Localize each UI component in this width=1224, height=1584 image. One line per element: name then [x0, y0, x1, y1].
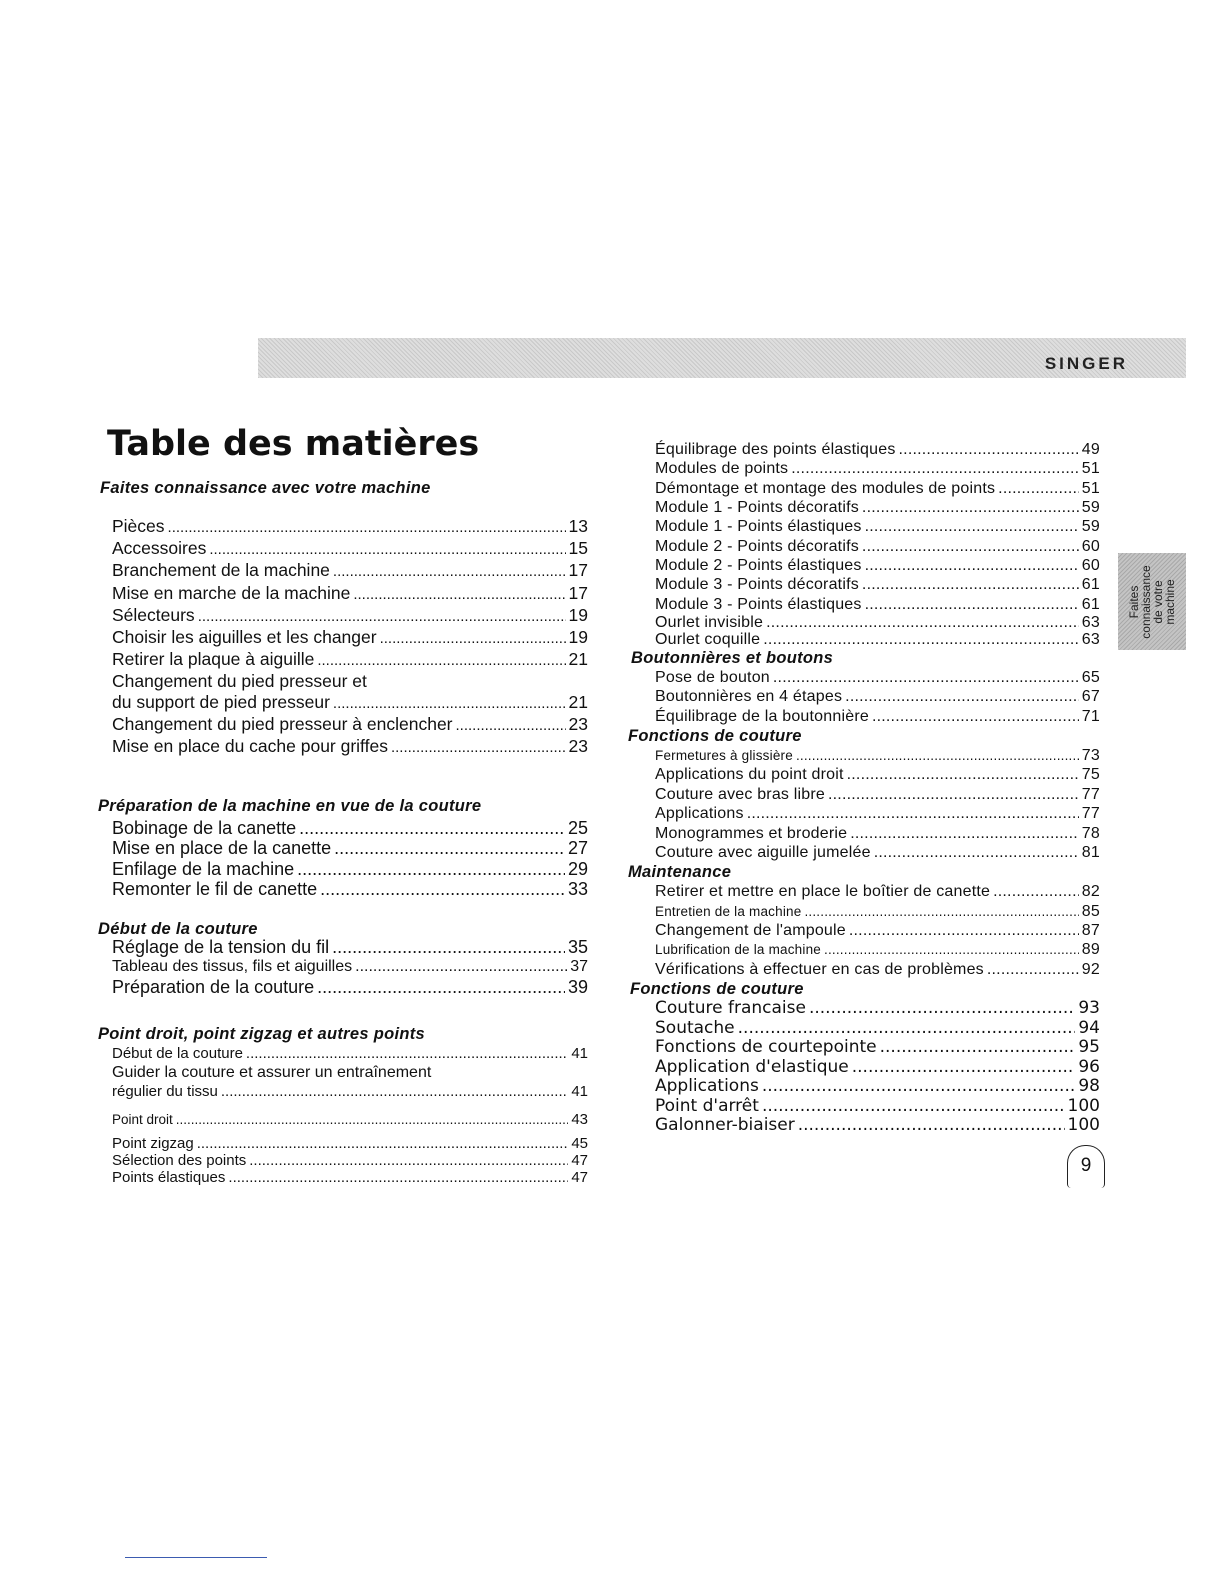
toc-leader: [845, 687, 1079, 706]
toc-entry-page: 75: [1081, 766, 1100, 784]
toc-leader: [872, 707, 1079, 726]
toc-section-title: Maintenance: [628, 863, 732, 882]
toc-entry-page: 21: [568, 691, 588, 712]
toc-entry-label: Vérifications à effectuer en cas de problèmes: [655, 960, 984, 978]
toc-entry-label: Fermetures à glissière: [655, 748, 793, 764]
toc-entry-page: 41: [571, 1044, 588, 1062]
toc-entry-label: Galonner-biaiser: [655, 1115, 795, 1136]
side-tab: [1118, 553, 1186, 650]
side-tab-line: Faites: [1127, 585, 1141, 618]
toc-entry-label: Applications: [655, 805, 744, 823]
toc-entry[interactable]: [112, 560, 588, 582]
toc-entry-page: 73: [1081, 747, 1100, 765]
toc-entry-page: 63: [1081, 631, 1100, 649]
toc-entry-page: 77: [1081, 785, 1100, 803]
toc-section-title: Fonctions de couture: [630, 979, 804, 998]
toc-entry[interactable]: [112, 671, 588, 691]
toc-entry-label: Module 1 - Points décoratifs: [655, 499, 859, 517]
toc-leader: [828, 785, 1079, 804]
toc-entry-page: 65: [1081, 669, 1100, 687]
toc-leader: [246, 1044, 568, 1063]
side-tab-line: machine: [1163, 578, 1177, 625]
toc-leader: [317, 651, 565, 671]
toc-leader: [804, 902, 1078, 921]
toc-leader: [862, 498, 1079, 517]
toc-entry[interactable]: [655, 940, 1100, 959]
toc-entry-page: 67: [1081, 688, 1100, 706]
toc-entry-page: 23: [568, 736, 588, 757]
toc-entry-label: Lubrification de la machine: [655, 942, 821, 958]
toc-entry[interactable]: [655, 595, 1100, 614]
toc-entry-label: Couture francaise: [655, 997, 806, 1018]
toc-entry-label: Module 2 - Points élastiques: [655, 557, 862, 575]
toc-entry-page: 89: [1081, 941, 1100, 959]
toc-leader: [332, 937, 565, 957]
toc-entry-page: 27: [567, 838, 588, 859]
toc-leader: [849, 921, 1079, 940]
toc-section-title: Début de la couture: [98, 920, 258, 939]
toc-entry-page: 33: [567, 878, 588, 899]
toc-entry-page: 35: [567, 937, 588, 958]
toc-entry[interactable]: [655, 479, 1100, 498]
toc-entry-label: Début de la couture: [112, 1044, 243, 1062]
toc-entry-label: Ourlet coquille: [655, 631, 761, 649]
toc-entry-label: Branchement de la machine: [112, 560, 330, 581]
page-title: Table des matières: [107, 424, 480, 464]
toc-leader: [333, 562, 566, 582]
toc-entry-page: 87: [1081, 921, 1100, 939]
toc-entry-page: 59: [1081, 518, 1100, 536]
toc-entry-label: Pièces: [112, 516, 165, 536]
toc-entry-label: Guider la couture et assurer un entraînement: [112, 1064, 432, 1082]
toc-leader: [791, 459, 1079, 478]
toc-entry-label: Ourlet invisible: [655, 614, 764, 632]
toc-entry[interactable]: [655, 575, 1100, 594]
toc-leader: [299, 818, 565, 838]
toc-entry-label: Soutache: [655, 1017, 735, 1038]
toc-section-title: Boutonnières et boutons: [631, 649, 834, 668]
toc-entry[interactable]: [112, 627, 588, 649]
toc-leader: [824, 940, 1079, 959]
toc-section: [628, 862, 1100, 979]
toc-section-title: Faites connaissance avec votre machine: [100, 479, 431, 497]
toc-entry-page: 43: [571, 1110, 588, 1128]
toc-entry-label: Sélection des points: [112, 1152, 247, 1170]
toc-entry-page: 60: [1081, 537, 1100, 555]
toc-entry[interactable]: [112, 977, 588, 997]
toc-entry-page: 47: [571, 1152, 588, 1170]
toc-entry-label: Mise en place de la canette: [112, 838, 332, 859]
toc-entry-page: 94: [1078, 1017, 1100, 1038]
toc-entry[interactable]: [112, 879, 588, 899]
toc-entry-label: régulier du tissu: [112, 1083, 218, 1101]
toc-entry-label: Retirer et mettre en place le boîtier de canette: [655, 883, 991, 901]
toc-section: [628, 726, 1100, 862]
toc-leader: [176, 1110, 569, 1129]
toc-entry[interactable]: [655, 804, 1100, 823]
toc-entry-label: Boutonnières en 4 étapes: [655, 688, 843, 706]
toc-leader: [353, 585, 565, 605]
toc-entry[interactable]: [655, 631, 1100, 648]
toc-entry[interactable]: [655, 517, 1100, 536]
toc-entry-page: 25: [567, 818, 588, 839]
toc-leader: [865, 517, 1079, 536]
toc-entry[interactable]: [655, 921, 1100, 940]
toc-section-title: Point droit, point zigzag et autres points: [98, 1024, 426, 1043]
toc-entry-label: Bobinage de la canette: [112, 818, 297, 839]
toc-entry-page: 51: [1081, 460, 1100, 478]
toc-right-column: [628, 440, 1100, 1136]
toc-entry[interactable]: [655, 960, 1100, 979]
toc-entry-label: Couture avec aiguille jumelée: [655, 843, 871, 861]
toc-entry[interactable]: [655, 614, 1100, 631]
toc-entry[interactable]: [112, 937, 588, 957]
toc-entry[interactable]: [112, 818, 588, 838]
toc-entry[interactable]: [655, 1077, 1100, 1097]
toc-entry-page: 49: [1081, 441, 1100, 458]
toc-leader: [249, 1152, 568, 1169]
toc-leader: [747, 804, 1079, 823]
toc-leader: [380, 629, 566, 649]
toc-entry[interactable]: [112, 736, 588, 758]
toc-entry-page: 77: [1081, 805, 1100, 823]
toc-leader: [738, 1019, 1076, 1039]
toc-entry-page: 61: [1081, 576, 1100, 594]
toc-entry[interactable]: [112, 583, 588, 605]
toc-entry[interactable]: [112, 538, 588, 560]
toc-entry[interactable]: [655, 1038, 1100, 1058]
toc-entry-page: 92: [1081, 960, 1100, 978]
toc-entry-label: du support de pied presseur: [112, 691, 330, 712]
toc-entry-page: 59: [1081, 499, 1100, 517]
toc-entry[interactable]: [112, 1169, 588, 1186]
toc-entry-label: Pose de bouton: [655, 669, 770, 687]
toc-entry-page: 71: [1081, 707, 1100, 725]
toc-entry-label: Choisir les aiguilles et les changer: [112, 627, 377, 648]
toc-leader: [865, 556, 1079, 575]
toc-entry[interactable]: [112, 1063, 588, 1082]
toc-entry[interactable]: [655, 1058, 1100, 1078]
toc-entry[interactable]: [112, 516, 588, 538]
toc-entry-page: 61: [1081, 595, 1100, 613]
toc-entry[interactable]: [112, 714, 588, 736]
toc-entry[interactable]: [655, 498, 1100, 517]
toc-entry[interactable]: [655, 1097, 1100, 1117]
toc-entry-label: Remonter le fil de canette: [112, 878, 318, 899]
toc-entry-page: 21: [568, 649, 588, 670]
toc-entry[interactable]: [655, 459, 1100, 478]
toc-entry-label: Changement du pied presseur à enclencher: [112, 713, 453, 734]
toc-leader: [209, 540, 565, 560]
toc-entry-label: Mise en place du cache pour griffes: [112, 736, 388, 757]
toc-entry-label: Points élastiques: [112, 1169, 226, 1187]
side-tab-line: connaissance: [1139, 564, 1153, 639]
toc-leader: [798, 1116, 1065, 1136]
toc-leader: [993, 882, 1079, 901]
toc-leader: [228, 1169, 568, 1186]
toc-entry-page: 37: [570, 958, 588, 976]
toc-entry-label: Équilibrage des points élastiques: [655, 441, 896, 458]
header-bar: [258, 338, 1186, 378]
toc-entry-label: Réglage de la tension du fil: [112, 937, 330, 958]
toc-leader: [852, 1058, 1076, 1078]
toc-entry-page: 15: [568, 538, 588, 559]
toc-entry[interactable]: [655, 1019, 1100, 1039]
toc-leader: [297, 859, 565, 879]
toc-entry-page: 23: [568, 713, 588, 734]
toc-entry[interactable]: [655, 824, 1100, 843]
toc-entry[interactable]: [112, 1152, 588, 1169]
toc-leader: [899, 440, 1079, 459]
toc-entry-label: Changement du pied presseur et: [112, 671, 367, 692]
toc-leader: [168, 518, 566, 538]
toc-entry-label: Démontage et montage des modules de points: [655, 479, 996, 497]
toc-leader: [865, 595, 1079, 614]
toc-entry[interactable]: [112, 1135, 588, 1152]
toc-entry-label: Retirer la plaque à aiguille: [112, 649, 315, 670]
toc-leader: [317, 977, 565, 997]
toc-entry-label: Module 1 - Points élastiques: [655, 518, 862, 536]
toc-leader: [333, 694, 566, 714]
toc-section: [628, 979, 1100, 1136]
toc-leader: [766, 614, 1079, 631]
toc-entry-label: Fonctions de courtepointe: [655, 1037, 877, 1058]
toc-leader: [456, 716, 566, 736]
toc-entry-page: 29: [567, 858, 588, 879]
toc-entry-label: Monogrammes et broderie: [655, 824, 848, 842]
toc-leader: [862, 575, 1079, 594]
toc-entry-page: 17: [568, 582, 588, 603]
toc-entry[interactable]: [655, 882, 1100, 901]
toc-entry-label: Tableau des tissus, fils et aiguilles: [112, 958, 353, 976]
toc-leader: [197, 1135, 569, 1152]
toc-leader: [391, 738, 566, 758]
side-tab-line: de votre: [1151, 579, 1165, 624]
toc-leader: [198, 607, 566, 627]
brand-logo: SINGER: [1044, 354, 1128, 373]
toc-section: [98, 1024, 588, 1187]
toc-entry-page: 19: [568, 627, 588, 648]
toc-entry-page: 41: [571, 1083, 588, 1101]
toc-entry-label: Application d'elastique: [655, 1056, 849, 1077]
toc-leader: [796, 746, 1079, 765]
toc-entry[interactable]: [112, 838, 588, 858]
toc-entry[interactable]: [112, 1110, 588, 1129]
toc-leader: [880, 1038, 1076, 1058]
toc-entry-page: 100: [1067, 1115, 1100, 1136]
toc-entry-label: Module 3 - Points décoratifs: [655, 576, 859, 594]
toc-entry-page: 85: [1081, 902, 1100, 920]
toc-section-title: Préparation de la machine en vue de la couture: [98, 797, 482, 816]
footnote-divider: [125, 1557, 267, 1558]
toc-entry-page: 39: [567, 977, 588, 998]
toc-entry-page: 47: [571, 1169, 588, 1187]
toc-entry-page: 81: [1081, 843, 1100, 861]
toc-leader: [762, 1077, 1076, 1097]
toc-entry[interactable]: [112, 957, 588, 977]
toc-leader: [762, 1097, 1065, 1117]
toc-entry-page: 60: [1081, 557, 1100, 575]
toc-leader: [809, 999, 1075, 1019]
toc-entry-label: Changement de l'ampoule: [655, 921, 846, 939]
toc-entry[interactable]: [655, 537, 1100, 556]
toc-leader: [847, 765, 1079, 784]
toc-entry-label: Module 3 - Points élastiques: [655, 595, 862, 613]
toc-entry[interactable]: [112, 692, 588, 714]
toc-entry-page: 96: [1078, 1056, 1100, 1077]
toc-entry[interactable]: [112, 605, 588, 627]
toc-entry-label: Mise en marche de la machine: [112, 582, 351, 603]
toc-entry-page: 45: [571, 1135, 588, 1153]
toc-leader: [850, 824, 1079, 843]
toc-entry-page: 51: [1081, 479, 1100, 497]
toc-entry-label: Point droit: [112, 1111, 173, 1127]
toc-entry[interactable]: [655, 556, 1100, 575]
toc-entry[interactable]: [655, 902, 1100, 921]
toc-entry[interactable]: [655, 1116, 1100, 1136]
toc-entry[interactable]: [655, 707, 1100, 726]
toc-entry-page: 93: [1078, 997, 1100, 1018]
toc-entry[interactable]: [655, 765, 1100, 784]
toc-entry[interactable]: [655, 687, 1100, 706]
toc-leader: [998, 479, 1079, 498]
toc-entry-page: 19: [568, 604, 588, 625]
toc-entry[interactable]: [655, 668, 1100, 687]
toc-entry-page: 100: [1067, 1095, 1100, 1116]
toc-entry[interactable]: [655, 999, 1100, 1019]
toc-leader: [334, 838, 565, 858]
toc-entry-label: Préparation de la couture: [112, 977, 315, 998]
toc-section: [98, 478, 588, 758]
toc-entry-label: Entretien de la machine: [655, 903, 802, 919]
toc-leader: [355, 957, 567, 977]
toc-entry[interactable]: [112, 859, 588, 879]
toc-entry-page: 98: [1078, 1076, 1100, 1097]
toc-entry[interactable]: [655, 785, 1100, 804]
toc-entry-label: Équilibrage de la boutonnière: [655, 707, 869, 725]
toc-leader: [862, 537, 1079, 556]
toc-entry-label: Sélecteurs: [112, 604, 195, 625]
toc-section: [98, 921, 588, 998]
toc-entry[interactable]: [112, 649, 588, 671]
toc-entry-page: 13: [568, 516, 588, 536]
toc-entry-label: Point d'arrêt: [655, 1095, 759, 1116]
toc-entry-label: Module 2 - Points décoratifs: [655, 537, 859, 555]
toc-entry-label: Couture avec bras libre: [655, 785, 826, 803]
toc-entry[interactable]: [112, 1044, 588, 1063]
toc-leader: [773, 668, 1079, 687]
toc-leader: [320, 879, 565, 899]
toc-entry-label: Modules de points: [655, 460, 789, 478]
toc-section: [628, 440, 1100, 648]
toc-entry[interactable]: [655, 746, 1100, 765]
toc-entry[interactable]: [655, 843, 1100, 862]
toc-leader: [874, 843, 1079, 862]
toc-entry-page: 78: [1081, 824, 1100, 842]
toc-section: [98, 796, 588, 899]
toc-entry-page: 63: [1081, 614, 1100, 632]
toc-entry-page: 95: [1078, 1037, 1100, 1058]
toc-leader: [221, 1082, 568, 1101]
toc-entry-label: Applications du point droit: [655, 766, 844, 784]
toc-left-column: [98, 478, 588, 1186]
toc-entry[interactable]: [112, 1082, 588, 1101]
toc-entry-label: Accessoires: [112, 538, 207, 559]
toc-entry-page: 17: [568, 560, 588, 581]
toc-entry-label: Point zigzag: [112, 1135, 194, 1153]
toc-entry-label: Enfilage de la machine: [112, 858, 295, 879]
toc-section: [628, 648, 1100, 726]
toc-section-title: Fonctions de couture: [628, 727, 802, 746]
toc-leader: [987, 960, 1079, 979]
toc-entry-page: 82: [1081, 883, 1100, 901]
toc-entry[interactable]: [655, 440, 1100, 459]
page-number: 9: [1067, 1145, 1105, 1188]
toc-entry-label: Applications: [655, 1076, 759, 1097]
toc-leader: [763, 631, 1079, 648]
